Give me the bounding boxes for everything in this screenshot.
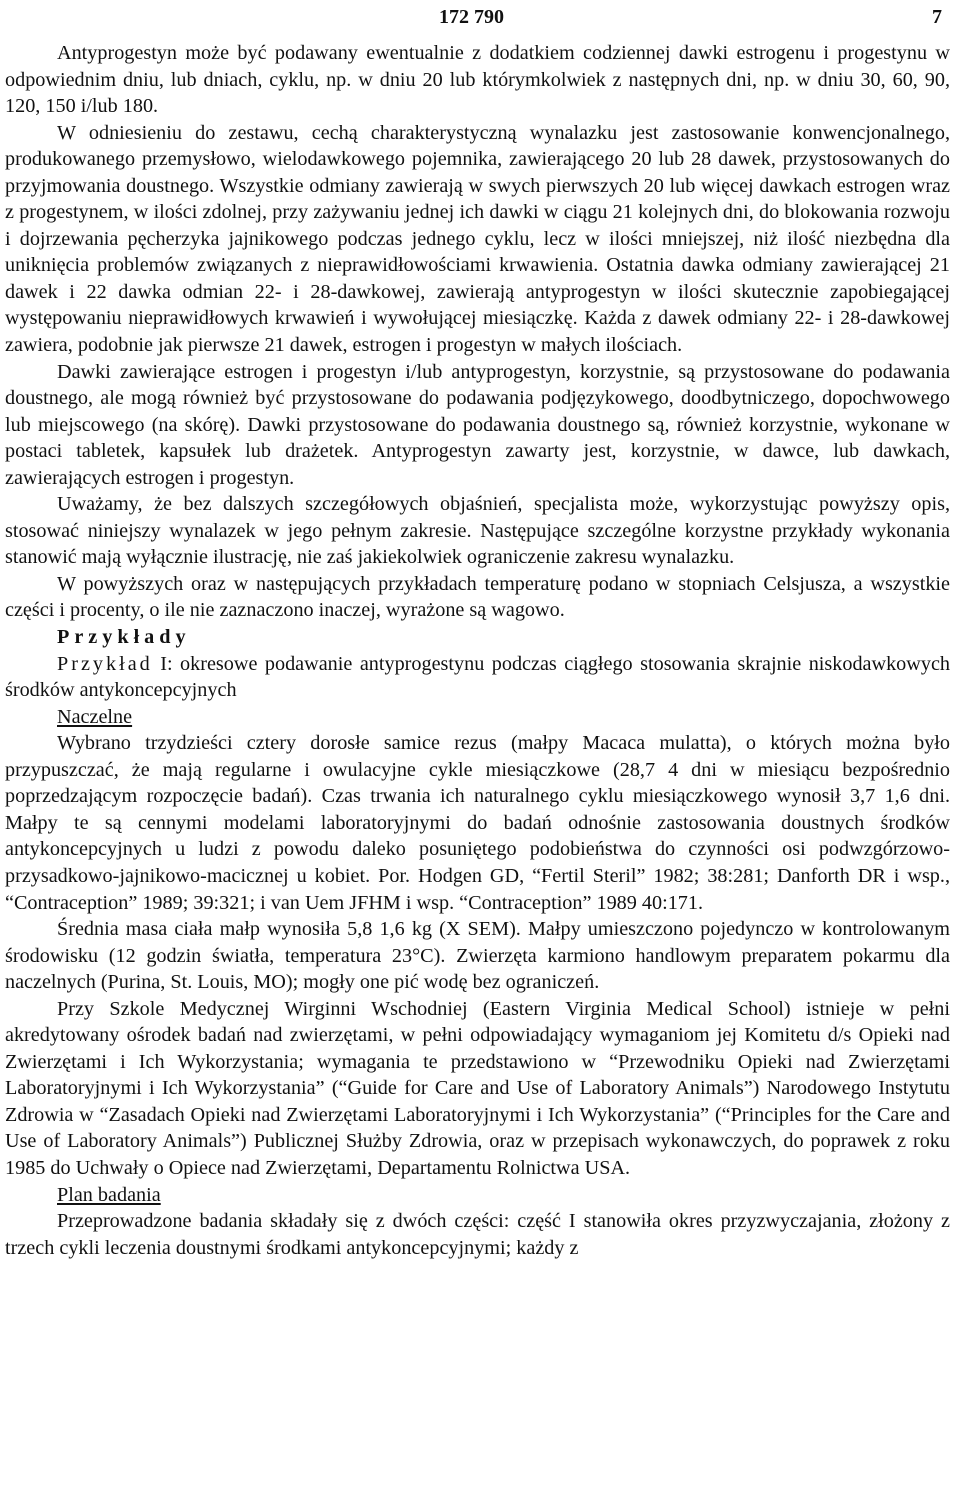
paragraph-study-plan: Przeprowadzone badania składały się z dwóch części: część I stanowiła okres przyzwyczajania, złożony z trzech cykli leczenia doustnymi środkami antykoncepcyjnymi; każdy z: [5, 1210, 950, 1259]
subheading-study-plan: Plan badania: [57, 1183, 161, 1206]
page-header: [5, 4, 950, 40]
paragraph-primates: Wybrano trzydzieści cztery dorosłe samice rezus (małpy Macaca mulatta), o których można było przypuszczać, że mają regularne i owulacyjne cykle miesiączkowe (28,7 4 dni w miesiącu bezpośrednio poprzedzającym rozpoczęcie badań). Czas trwania ich naturalnego cyklu miesiączkowego wynosił 3,7 1,6 dni. Małpy te są cennymi modelami laboratoryjnymi do badań odnośnie zastosowania doustnych środków antykoncepcyjnych u ludzi z powodu daleko posuniętego podobieństwa do czynności osi podwzgórzowo-przysadkowo-jajnikowo-macicznej u kobiet. Por. Hodgen GD, “Fertil Steril” 1982; 38:281; Danforth DR i wsp., “Contraception” 1989; 39:321; i van Uem JFHM i wsp. “Contraception” 1989 40:171.: [5, 732, 950, 914]
example-1-title: [5, 651, 950, 704]
paragraph-kit-description: W odniesieniu do zestawu, cechą charakterystyczną wynalazku jest zastosowanie konwencjonalnego, produkowanego przemysłowo, wielodawkowego pojemnika, zawierającego 20 lub 28 dawek, przystosowanych do przyjmowania doustnego. Wszystkie odmiany zawierają w swych pierwszych 20 lub więcej dawkach estrogen wraz z progestynem, w ilości zdolnej, przy zażywaniu jednej ich dawki w ciągu 21 kolejnych dni, do blokowania rozwoju i dojrzewania pęcherzyka jajnikowego podczas jednego cyklu, lecz w ilości mniejszej, niż ilość niezbędna dla uniknięcia problemów związanych z nieprawidłowościami krwawienia. Ostatnia dawka odmiany zawierającej 21 dawek i 22 dawka odmian 22- i 28-dawkowej, zawierają antyprogestyn w ilości skutecznie zapobiegającej występowaniu nieprawidłowych krwawień i wywołującej miesiączkę. Każda z dawek odmiany 22- i 28-dawkowej zawiera, podobnie jak pierwsze 21 dawek, estrogen i progestyn w małych ilościach.: [5, 121, 950, 357]
subheading-primates: Naczelne: [57, 705, 133, 728]
example-1-label: Przykład: [57, 652, 153, 675]
paragraph-dosage-forms: Dawki zawierające estrogen i progestyn i/lub antyprogestyn, korzystnie, są przystosowane do podawania doustnego, ale mogą również być przystosowane do podawania podjęzykowego, doodbytniczego, dopochwowego lub miejscowego (na skórę). Dawki przystosowane do podawania doustnego są, również korzystnie, wykonane w postaci tabletek, kapsułek lub drażetek. Antyprogestyn zawarty jest, korzystnie, w dawce, lub dawkach, zawierających estrogen i progestyn.: [5, 360, 950, 489]
examples-heading: Przykłady: [57, 626, 191, 649]
paragraph-antiprogestin-dosing: Antyprogestyn może być podawany ewentualnie z dodatkiem codziennej dawki estrogenu i progestynu w odpowiednim dniu, lub dniach, cyklu, np. w dniu 20 lub którymkolwiek z następnych dni, np. w dniu 30, 60, 90, 120, 150 i/lub 180.: [5, 42, 950, 118]
patent-number: 172 790: [439, 6, 504, 28]
paragraph-housing: Średnia masa ciała małp wynosiła 5,8 1,6 kg (X SEM). Małpy umieszczono pojedynczo w kontrolowanym środowisku (12 godzin światła, temperatura 23°C). Zwierzęta karmiono handlowym preparatem pokarmu dla naczelnych (Purina, St. Louis, MO); mogły one pić wodę bez ograniczeń.: [5, 918, 950, 994]
paragraph-units: W powyższych oraz w następujących przykładach temperaturę podano w stopniach Celsjusza, a wszystkie części i procenty, o ile nie zaznaczono inaczej, wyrażone są wagowo.: [5, 572, 950, 622]
paragraph-scope: Uważamy, że bez dalszych szczegółowych objaśnień, specjalista może, wykorzystując powyższy opis, stosować niniejszy wynalazek w jego pełnym zakresie. Następujące szczególne korzystne przykłady wykonania stanowić mają wyłącznie ilustrację, nie zaś jakiekolwiek ograniczenie zakresu wynalazku.: [5, 493, 950, 569]
page-number: 7: [932, 6, 942, 28]
example-1-text: I: okresowe podawanie antyprogestynu podczas ciągłego stosowania skrajnie niskodawkowych środków antykoncepcyjnych: [5, 652, 950, 702]
paragraph-accreditation: Przy Szkole Medycznej Wirginni Wschodniej (Eastern Virginia Medical School) istnieje w pełni akredytowany ośrodek badań nad zwierzętami, w pełni odpowiadający wymaganiom jej Komitetu d/s Opieki nad Zwierzętami i Ich Wykorzystania; wymagania te przedstawiono w “Przewodniku Opieki nad Zwierzętami Laboratoryjnymi i Ich Wykorzystania” (“Guide for Care and Use of Laboratory Animals”) Narodowego Instytutu Zdrowia w “Zasadach Opieki nad Zwierzętami Laboratoryjnymi i Ich Wykorzystania” (“Principles for the Care and Use of Laboratory Animals”) Publicznej Służby Zdrowia, oraz w przepisach wykonawczych, do poprawek z roku 1985 do Uchwały o Opiece nad Zwierzętami, Departamentu Rolnictwa USA.: [5, 997, 950, 1179]
